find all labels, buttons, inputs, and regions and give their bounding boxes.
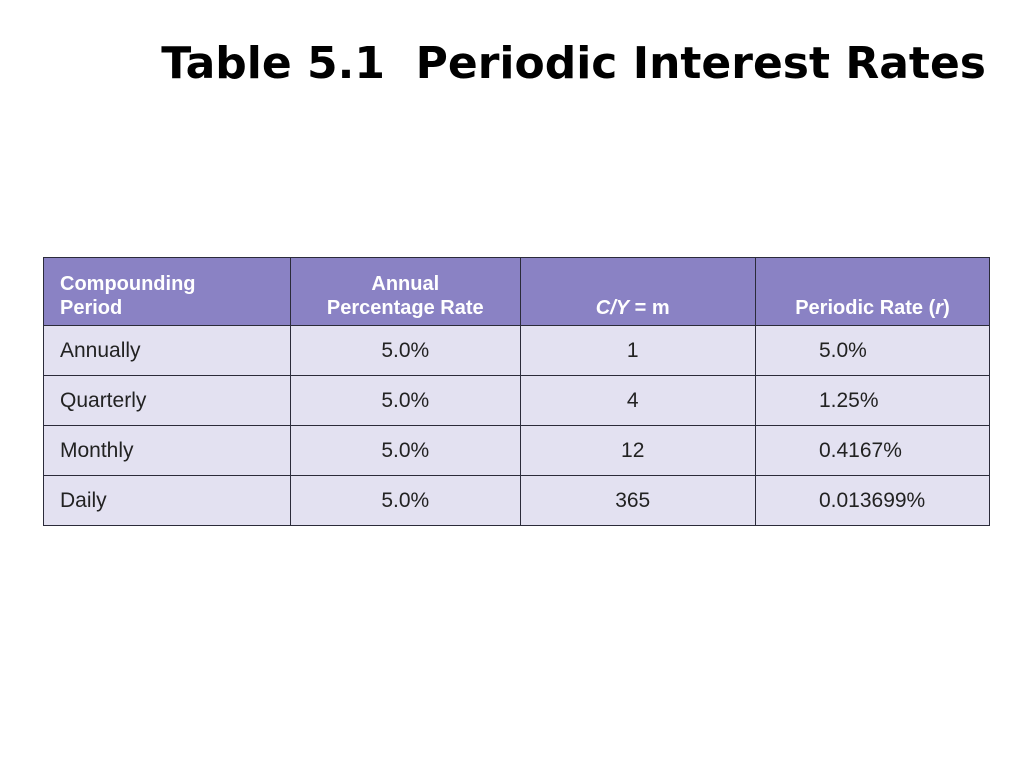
cell-period: Monthly [44,426,291,476]
cell-apr: 5.0% [291,426,520,476]
header-cy-equals: = m [629,297,670,319]
cell-cy: 1 [520,326,755,376]
cell-period: Daily [44,476,291,526]
header-periodic-rate [755,258,989,326]
periodic-rates-table [43,257,990,526]
header-periodic-suffix: ) [943,297,950,319]
cell-cy: 12 [520,426,755,476]
header-compounds-per-year [520,258,755,326]
cell-rate: 1.25% [755,376,989,426]
table-row [44,426,990,476]
page-title: Table 5.1 Periodic Interest Rates [161,38,986,89]
cell-period: Annually [44,326,291,376]
header-apr-line2: Percentage Rate [326,297,484,319]
table-header-row [44,258,990,326]
table-row [44,476,990,526]
cell-apr: 5.0% [291,376,520,426]
cell-cy: 365 [520,476,755,526]
cell-period: Quarterly [44,376,291,426]
table-row [44,326,990,376]
header-compounding-line1: Compounding [60,273,196,295]
header-apr-line1: Annual [371,273,440,295]
header-compounding-period [44,258,291,326]
header-annual-percentage-rate [291,258,520,326]
cell-apr: 5.0% [291,326,520,376]
header-periodic-prefix: Periodic Rate ( [795,297,936,319]
cell-cy: 4 [520,376,755,426]
cell-apr: 5.0% [291,476,520,526]
table-row [44,376,990,426]
header-compounding-line2: Period [60,297,123,319]
header-cy-variable: C/Y [595,297,630,319]
cell-rate: 5.0% [755,326,989,376]
cell-rate: 0.013699% [755,476,989,526]
cell-rate: 0.4167% [755,426,989,476]
header-periodic-variable: r [935,297,944,319]
